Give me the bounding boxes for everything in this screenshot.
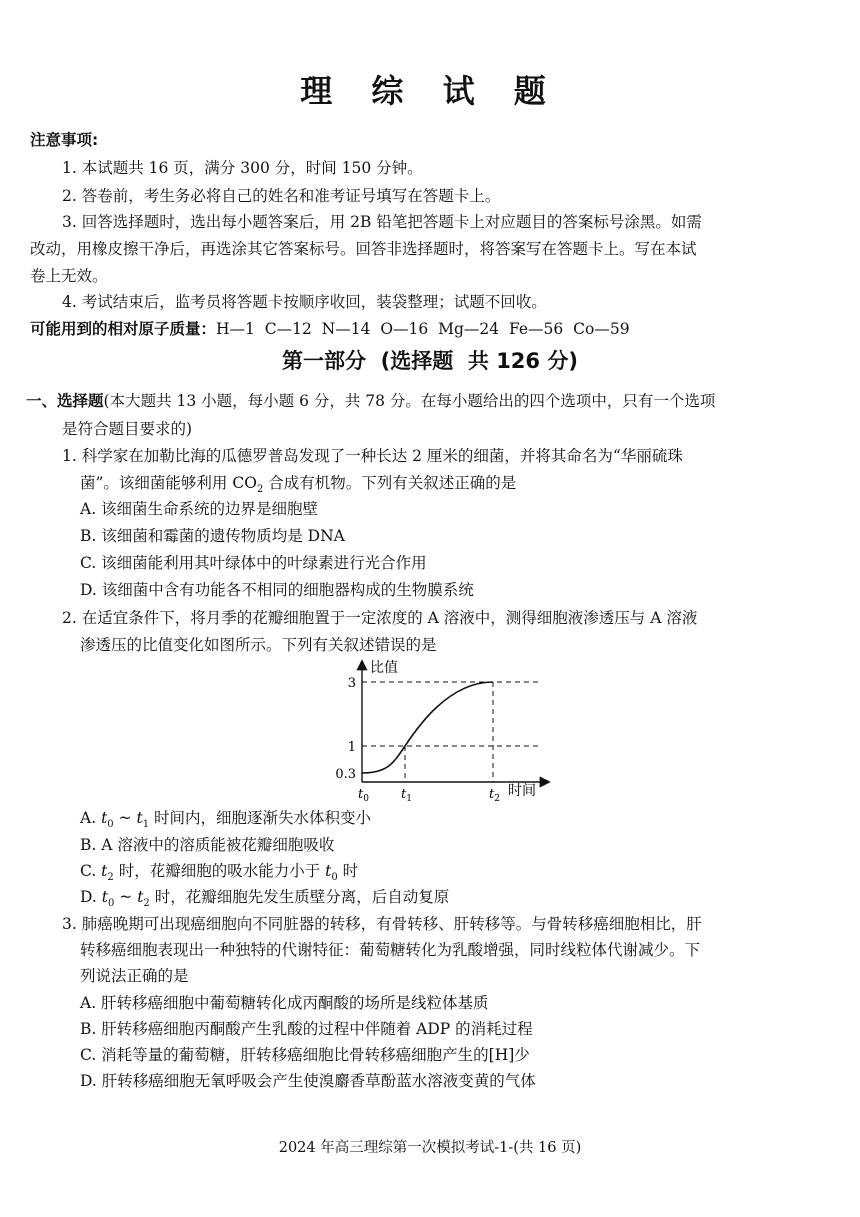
notes-item: 1. 本试题共 16 页，满分 300 分，时间 150 分钟。 [62,159,423,177]
atomic-mass-line [30,317,630,339]
question-3-stem: 列说法正确的是 [80,967,189,985]
question-text: 合成有机物。下列有关叙述正确的是 [263,474,517,492]
question-1-option-c: C. 该细菌能利用其叶绿体中的叶绿素进行光合作用 [80,554,427,572]
x-tick-label: $t_0$ [358,787,369,804]
section-heading: 一、选择题 [26,392,104,410]
notes-item: 3. 回答选择题时，选出每小题答案后，用 2B 铅笔把答题卡上对应题目的答案标号涂黑。如需 [62,213,702,231]
section-intro-text: (本大题共 13 小题，每小题 6 分，共 78 分。在每小题给出的四个选项中，只有一个选项 [103,392,716,410]
y-axis-label: 比值 [370,660,398,676]
y-tick-label: 1 [347,740,356,755]
question-2-stem: 渗透压的比值变化如图所示。下列有关叙述错误的是 [80,636,437,654]
section-intro-text: 是符合题目要求的) [62,420,193,438]
question-1-stem: 1. 科学家在加勒比海的瓜德罗普岛发现了一种长达 2 厘米的细菌，并将其命名为“华丽硫珠 [62,447,683,465]
page-title: 理 综 试 题 [300,72,560,110]
question-3-option-a: A. 肝转移癌细胞中葡萄糖转化成丙酮酸的场所是线粒体基质 [80,994,489,1012]
question-1-option-a: A. 该细菌生命系统的边界是细胞壁 [80,500,319,518]
question-2-option-a: A. $t_0$ ~ $t_1$ 时间内，细胞逐渐失水体积变小 [80,809,372,831]
notes-item: 卷上无效。 [30,267,108,285]
question-1-stem [80,471,516,495]
notes-item: 改动，用橡皮擦干净后，再选涂其它答案标号。回答非选择题时，将答案写在答题卡上。写在本试 [30,240,697,258]
x-tick-label: $t_1$ [401,787,412,804]
question-1-option-d: D. 该细菌中含有功能各不相同的细胞器构成的生物膜系统 [80,581,474,599]
series-curve [362,682,493,773]
question-2-option-c: C. $t_2$ 时，花瓣细胞的吸水能力小于 $t_0$ 时 [80,862,359,884]
question-3-option-b: B. 肝转移癌细胞丙酮酸产生乳酸的过程中伴随着 ADP 的消耗过程 [80,1020,533,1038]
question-3-option-c: C. 消耗等量的葡萄糖，肝转移癌细胞比骨转移癌细胞产生的[H]少 [80,1046,530,1064]
question-1-option-b: B. 该细菌和霉菌的遗传物质均是 DNA [80,527,345,545]
section-intro [26,389,715,411]
x-tick-label: $t_2$ [489,787,500,804]
question-2-option-b: B. A 溶液中的溶质能被花瓣细胞吸收 [80,836,335,854]
question-3-stem: 3. 肺癌晚期可出现癌细胞向不同脏器的转移，有骨转移、肝转移等。与骨转移癌细胞相比，肝 [62,915,702,933]
question-2-stem: 2. 在适宜条件下，将月季的花瓣细胞置于一定浓度的 A 溶液中，测得细胞液渗透压与 A 溶液 [62,609,698,627]
y-tick-label: 0.3 [335,767,356,782]
atomic-mass-label: 可能用到的相对原子质量： [30,320,217,338]
ratio-chart [300,652,570,804]
question-text: 菌”。该细菌能够利用 CO [80,474,257,492]
notes-item: 4. 考试结束后，监考员将答题卡按顺序收回，装袋整理；试题不回收。 [62,293,547,311]
subscript: 2 [256,484,264,496]
question-3-option-d: D. 肝转移癌细胞无氧呼吸会产生使溴麝香草酚蓝水溶液变黄的气体 [80,1072,536,1090]
notes-heading: 注意事项: [30,131,99,149]
question-2-option-d: D. $t_0$ ~ $t_2$ 时，花瓣细胞先发生质壁分离，后自动复原 [80,888,450,910]
page-footer: 2024 年高三理综第一次模拟考试-1-(共 16 页) [278,1140,582,1156]
notes-item: 2. 答卷前，考生务必将自己的姓名和准考证号填写在答题卡上。 [62,187,501,205]
part-heading: 第一部分 (选择题 共 126 分) [282,349,578,373]
y-tick-label: 3 [347,676,356,691]
x-axis-label: 时间 [508,783,536,799]
question-3-stem: 转移癌细胞表现出一种独特的代谢特征：葡萄糖转化为乳酸增强，同时线粒体代谢减少。下 [80,941,701,959]
atomic-mass-values: H—1 C—12 N—14 O—16 Mg—24 Fe—56 Co—59 [216,320,630,338]
